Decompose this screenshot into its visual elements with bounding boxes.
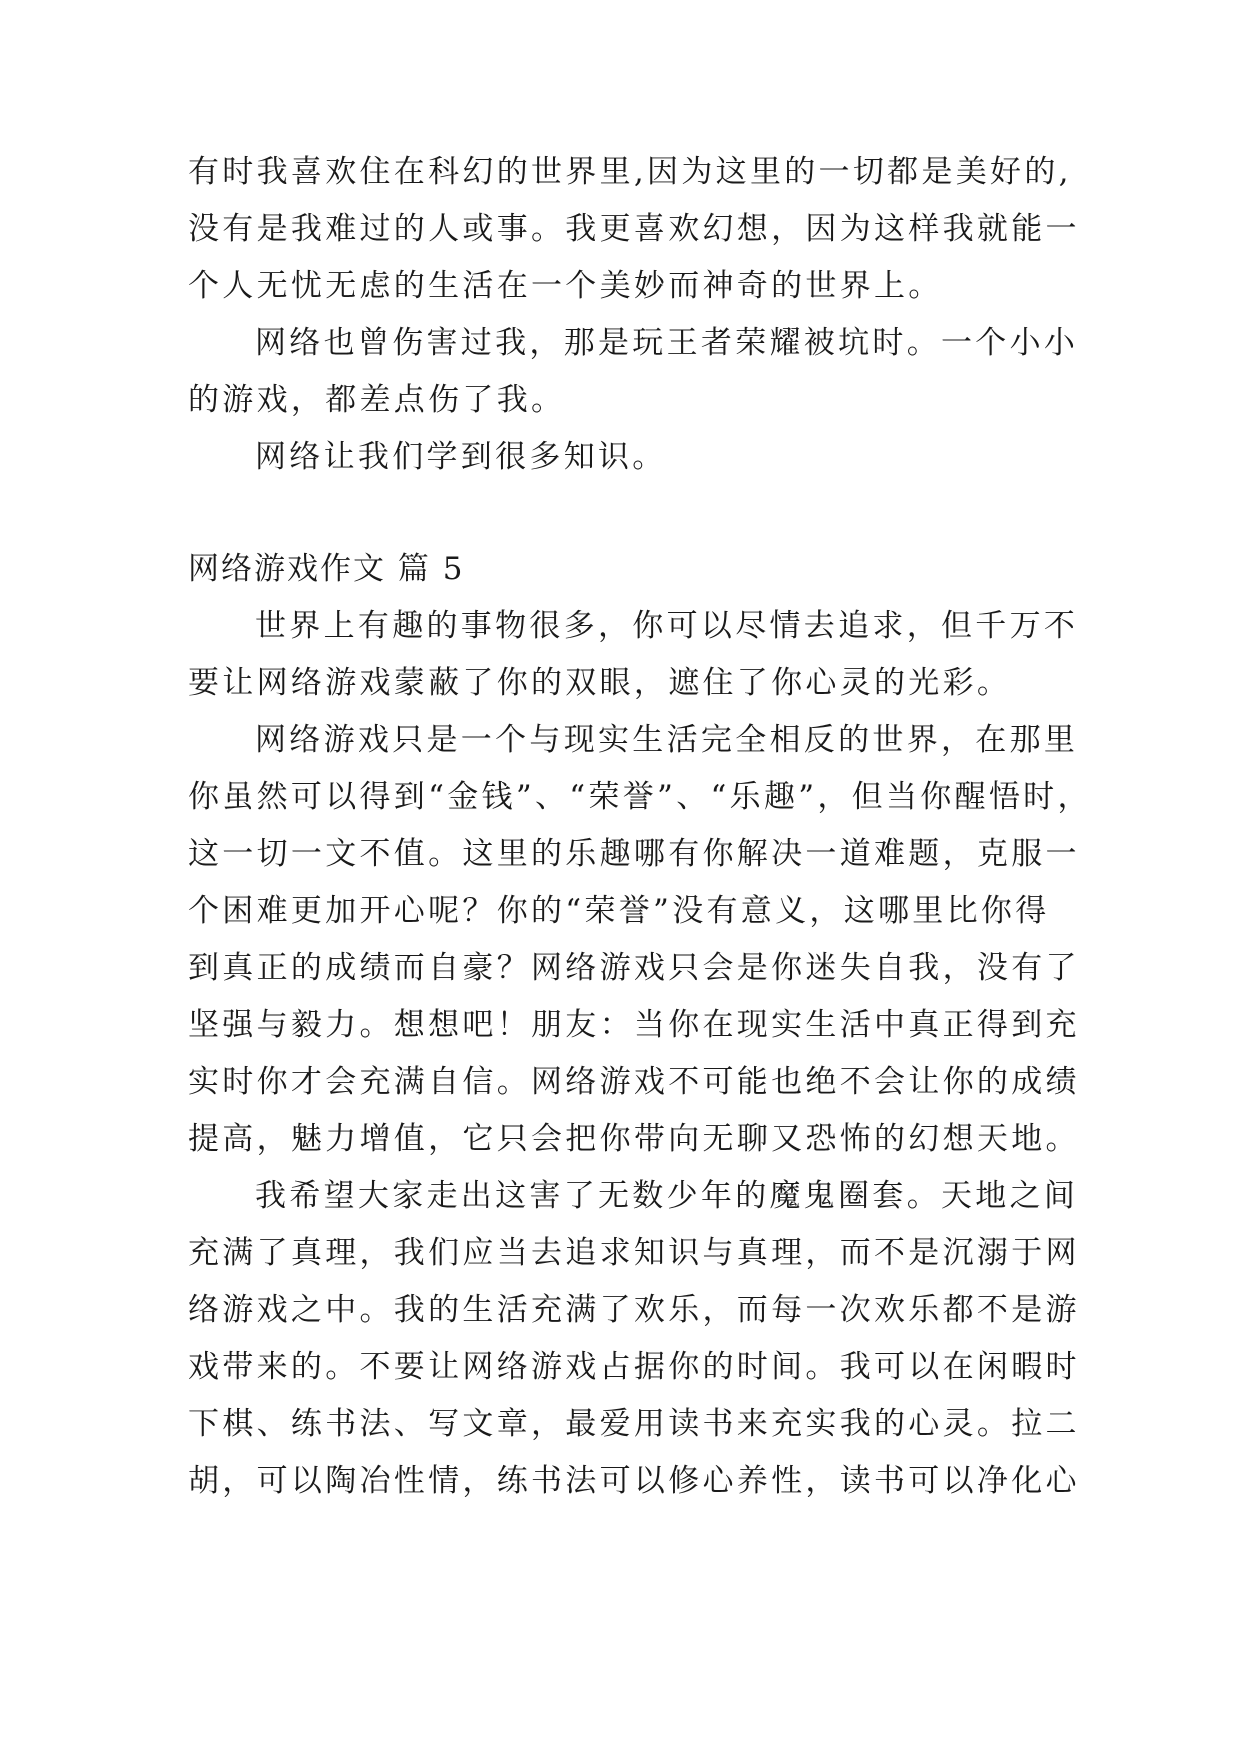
text-line: 下棋、练书法、写文章，最爱用读书来充实我的心灵。拉二 [188, 1406, 1080, 1442]
text-line: 提高，魅力增值，它只会把你带向无聊又恐怖的幻想天地。 [188, 1121, 1080, 1157]
text-line: 充满了真理，我们应当去追求知识与真理，而不是沉溺于网 [188, 1235, 1080, 1271]
text-line: 戏带来的。不要让网络游戏占据你的时间。我可以在闲暇时 [188, 1349, 1080, 1385]
text-line: 网络让我们学到很多知识。 [255, 439, 667, 475]
text-line: 个人无忧无虑的生活在一个美妙而神奇的世界上。 [188, 268, 943, 304]
text-line: 个困难更加开心呢？你的“荣誉”没有意义，这哪里比你得 [188, 893, 1050, 929]
text-line: 世界上有趣的事物很多，你可以尽情去追求，但千万不 [255, 608, 1079, 644]
text-line: 有时我喜欢住在科幻的世界里,因为这里的一切都是美好的, [188, 154, 1072, 190]
text-line: 到真正的成绩而自豪？网络游戏只会是你迷失自我，没有了 [188, 950, 1080, 986]
text-line: 胡，可以陶冶性情，练书法可以修心养性，读书可以净化心 [188, 1463, 1080, 1499]
text-line: 络游戏之中。我的生活充满了欢乐，而每一次欢乐都不是游 [188, 1292, 1080, 1328]
text-line: 的游戏，都差点伤了我。 [188, 382, 566, 418]
text-line: 网络也曾伤害过我，那是玩王者荣耀被坑时。一个小小 [255, 325, 1079, 361]
text-line: 要让网络游戏蒙蔽了你的双眼，遮住了你心灵的光彩。 [188, 665, 1012, 701]
text-line: 我希望大家走出这害了无数少年的魔鬼圈套。天地之间 [255, 1178, 1079, 1214]
text-line: 实时你才会充满自信。网络游戏不可能也绝不会让你的成绩 [188, 1064, 1080, 1100]
text-line: 坚强与毅力。想想吧！朋友：当你在现实生活中真正得到充 [188, 1007, 1080, 1043]
text-line: 网络游戏只是一个与现实生活完全相反的世界，在那里 [255, 722, 1079, 758]
section-heading: 网络游戏作文 篇 5 [188, 551, 465, 587]
text-line: 你虽然可以得到“金钱”、“荣誉”、“乐趣”，但当你醒悟时， [188, 779, 1092, 815]
text-line: 这一切一文不值。这里的乐趣哪有你解决一道难题，克服一 [188, 836, 1080, 872]
text-line: 没有是我难过的人或事。我更喜欢幻想，因为这样我就能一 [188, 211, 1080, 247]
